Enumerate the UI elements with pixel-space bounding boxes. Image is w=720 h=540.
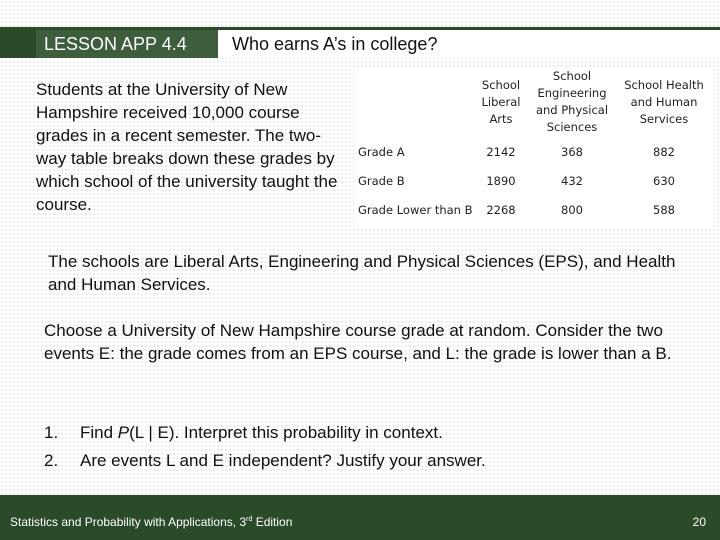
table-cell: 2142 bbox=[486, 144, 516, 159]
table-row-label: Grade Lower than B bbox=[358, 202, 473, 217]
table-row bbox=[354, 137, 710, 166]
slide-title: Who earns A’s in college? bbox=[218, 30, 720, 58]
table-header-row bbox=[354, 67, 710, 137]
table-row bbox=[354, 195, 710, 224]
two-way-table-panel bbox=[354, 67, 714, 227]
list-item bbox=[44, 447, 684, 475]
table-cell: 800 bbox=[561, 202, 583, 217]
table-cell: 2268 bbox=[486, 202, 516, 217]
table-row-label: Grade B bbox=[358, 173, 405, 188]
schools-paragraph: The schools are Liberal Arts, Engineering and Physical Sciences (EPS), and Health and Human Services. bbox=[48, 252, 676, 294]
table-row-label: Grade A bbox=[358, 144, 405, 159]
events-paragraph: Choose a University of New Hampshire course grade at random. Consider the two events E: the grade comes from an EPS course, and L: the grade is lower than a B. bbox=[44, 321, 672, 363]
footer-book-title: Statistics and Probability with Applications, 3rd Edition bbox=[10, 515, 293, 529]
question-number: 1. bbox=[44, 423, 59, 442]
table-cell: 368 bbox=[561, 144, 583, 159]
table-header-cell: School Engineering and Physical Sciences bbox=[535, 69, 609, 134]
two-way-table bbox=[354, 67, 710, 224]
list-item bbox=[44, 419, 684, 447]
table-header-cell: School Liberal Arts bbox=[481, 77, 521, 126]
table-cell: 630 bbox=[653, 173, 675, 188]
page-number: 20 bbox=[692, 515, 706, 529]
question-number: 2. bbox=[44, 451, 59, 470]
intro-text: Students at the University of New Hampshire received 10,000 course grades in a recent semester. The two-way table breaks down these grades by which school of the university taught the course. bbox=[36, 80, 338, 214]
lesson-label: LESSON APP 4.4 bbox=[36, 30, 218, 58]
table-header-cell: School Health and Human Services bbox=[624, 77, 704, 126]
table-header-cell bbox=[354, 67, 476, 137]
table-cell: 432 bbox=[561, 173, 583, 188]
question-text: Find P(L | E). Interpret this probability in context. bbox=[80, 423, 443, 442]
table-cell: 882 bbox=[653, 144, 675, 159]
footer-bar bbox=[0, 495, 720, 540]
question-list bbox=[44, 419, 684, 475]
table-row bbox=[354, 166, 710, 195]
question-text: Are events L and E independent? Justify your answer. bbox=[80, 451, 486, 470]
table-cell: 1890 bbox=[486, 173, 516, 188]
table-cell: 588 bbox=[653, 202, 675, 217]
